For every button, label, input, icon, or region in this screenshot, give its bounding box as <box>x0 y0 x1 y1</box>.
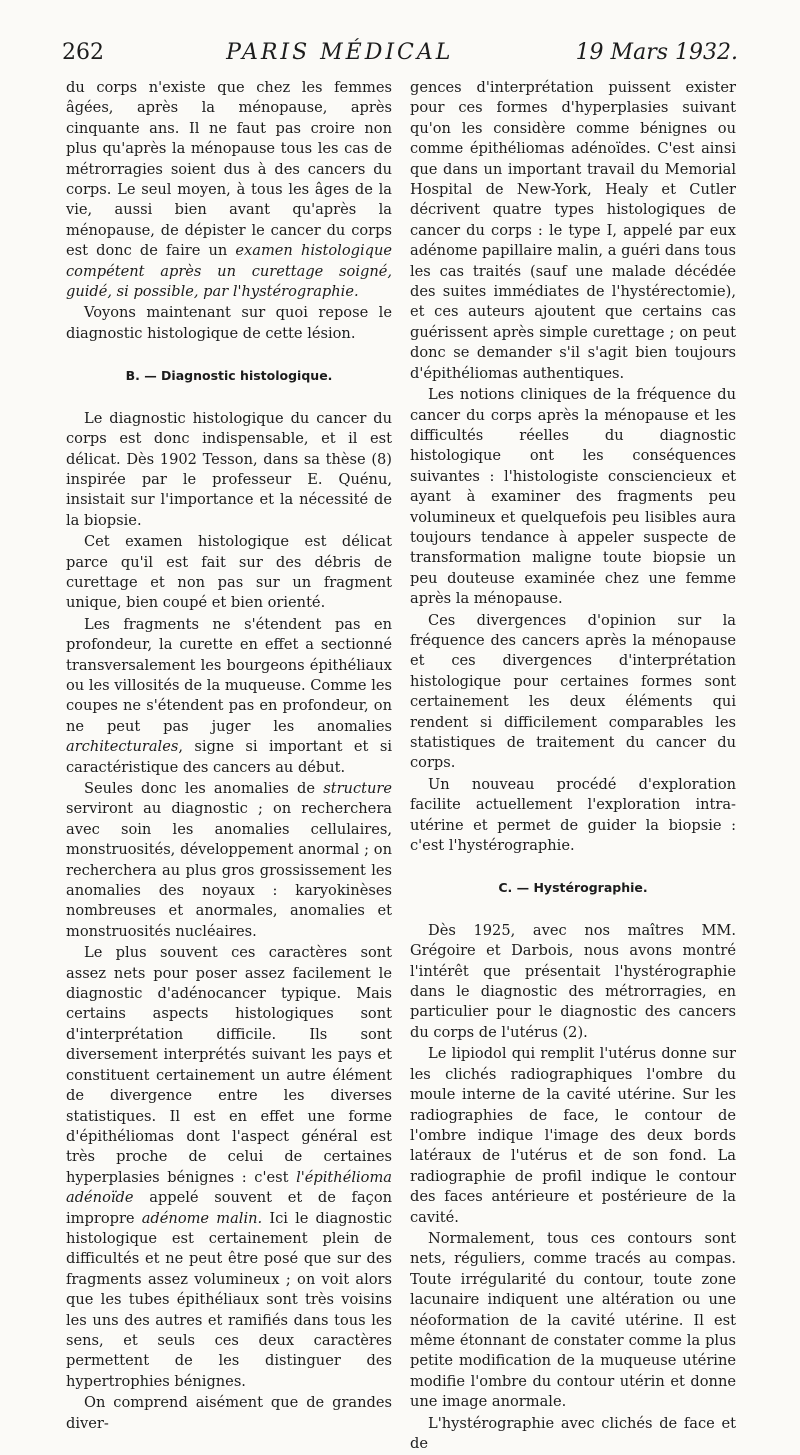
left-column <box>66 78 392 1435</box>
paragraph: Voyons maintenant sur quoi repose le diagnostic histologique de cette lésion. <box>66 304 392 342</box>
paragraph: gences d'interprétation puissent exister pour ces formes d'hyperplasies suivant qu'on les considère comme bénignes ou comme épithéliomas adénoïdes. C'est ainsi que dans un important travail du Memorial Hospital de New-York, Healy et Cutler décrivent quatre types histologiques de cancer du corps : le type I, appelé par eux adénome papillaire malin, a guéri dans tous les cas traités (sauf une malade décédée des suites immédiates de l'hystérectomie), et ces auteurs ajoutent que certains cas guérissent après simple curettage ; on peut donc se demander s'il s'agit bien toujours d'épithéliomas authentiques. <box>410 79 736 382</box>
paragraph: du corps n'existe que chez les femmes âgées, après la ménopause, après cinquante ans. Il ne faut pas croire non plus qu'après la ménopause tous les cas de métrorragies soient dus à des cancers du corps. Le seul moyen, à tous les âges de la vie, aussi bien avant qu'après la ménopause, de dépister le cancer du corps est donc de faire un examen histologique compétent après un curettage soigné, guidé, si possible, par l'hystérographie. <box>66 79 392 301</box>
page-number: 262 <box>62 40 104 65</box>
paragraph: Les fragments ne s'étendent pas en profondeur, la curette en effet a sectionné transversalement les bourgeons épithéliaux ou les villosités de la muqueuse. Comme les coupes ne s'étendent pas en profondeur, on ne peut pas juger les anomalies architecturales, signe si important et si caractéristique des cancers au début. <box>66 615 392 776</box>
paragraph: Le diagnostic histologique du cancer du corps est donc indispensable, et il est délicat. Dès 1902 Tesson, dans sa thèse (8) inspirée par le professeur E. Quénu, insistait sur l'importance et la nécessité de la biopsie. <box>66 409 392 529</box>
paragraph: Dès 1925, avec nos maîtres MM. Grégoire et Darbois, nous avons montré l'intérêt que présentait l'hystérographie dans le diagnostic des métrorragies, en particulier pour le diagnostic des cancers du corps de l'utérus (2). <box>410 921 736 1041</box>
paragraph: Un nouveau procédé d'exploration facilite actuellement l'exploration intra-utérine et permet de guider la biopsie : c'est l'hystérographie. <box>410 775 736 855</box>
paragraph: L'hystérographie avec clichés de face et de <box>410 1414 736 1452</box>
paragraph: Normalement, tous ces contours sont nets, réguliers, comme tracés au compas. Toute irrégularité du contour, toute zone lacunaire indiquent une altération ou une néoformation de la cavité utérine. Il est même étonnant de constater comme la plus petite modification de la muqueuse utérine modifie l'ombre du contour utérin et donne une image anormale. <box>410 1229 736 1411</box>
paragraph: Le plus souvent ces caractères sont assez nets pour poser assez facilement le diagnostic d'adénocancer typique. Mais certains aspects histologiques sont d'interprétation difficile. Ils sont diversement interprétés suivant les pays et constituent certainement un autre élément de divergence entre les diverses statistiques. Il est en effet une forme d'épithéliomas dont l'aspect général est très proche de celui de certaines hyperplasies bénignes : c'est l'épithélioma adénoïde appelé souvent et de façon impropre adénome malin. Ici le diagnostic histologique est certainement plein de difficultés et ne peut être posé que sur des fragments assez volumineux ; on voit alors que les tubes épithéliaux sont très voisins les uns des autres et ramifiés dans tous les sens, et seuls ces deux caractères permettent de les distinguer des hypertrophies bénignes. <box>66 944 392 1390</box>
paragraph: Le lipiodol qui remplit l'utérus donne sur les clichés radiographiques l'ombre du moule interne de la cavité utérine. Sur les radiographies de face, le contour de l'ombre indique l'image des deux bords latéraux de l'utérus et de son fond. La radiographie de profil indique le contour des faces antérieure et postérieure de la cavité. <box>410 1045 736 1226</box>
paragraph: On comprend aisément que de grandes diver- <box>66 1394 392 1432</box>
paragraph: Cet examen histologique est délicat parce qu'il est fait sur des débris de curettage et non pas sur un fragment unique, bien coupé et bien orienté. <box>66 533 392 612</box>
issue-date: 19 Mars 1932. <box>575 40 738 65</box>
section-heading-c: C. — Hystérographie. <box>498 880 648 896</box>
right-column <box>410 78 736 1455</box>
journal-title: PARIS MÉDICAL <box>226 40 454 65</box>
paragraph: Seules donc les anomalies de structure serviront au diagnostic ; on recherchera avec soin les anomalies cellulaires, monstruosités, développement anormal ; on recherchera au plus gros grossissement les anomalies des noyaux : karyokinèses nombreuses et anormales, anomalies et monstruosités nucléaires. <box>66 780 392 940</box>
paragraph: Ces divergences d'opinion sur la fréquence des cancers après la ménopause et ces divergences d'interprétation histologique pour certaines formes sont certainement les deux éléments qui rendent si difficilement comparables les statistiques de traitement du cancer du corps. <box>410 611 736 772</box>
section-heading-b: B. — Diagnostic histologique. <box>125 368 333 384</box>
page-header <box>62 40 738 72</box>
paragraph: Les notions cliniques de la fréquence du cancer du corps après la ménopause et les difficultés réelles du diagnostic histologique ont les conséquences suivantes : l'histologiste consciencieux et ayant à examiner des fragments peu volumineux et quelquefois peu lisibles aura toujours tendance à appeler suspecte de transformation maligne toute biopsie un peu douteuse examinée chez une femme après la ménopause. <box>410 386 736 608</box>
